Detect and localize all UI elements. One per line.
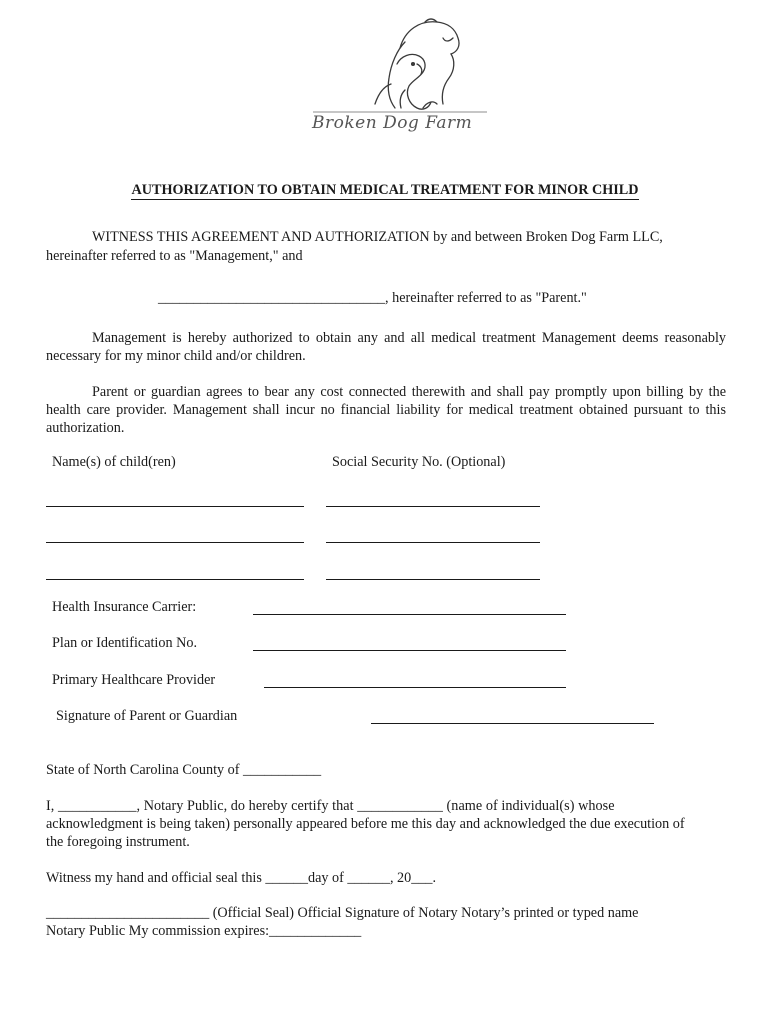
insurance-carrier-line[interactable] (253, 614, 566, 615)
logo-text: Broken Dog Farm (312, 113, 473, 133)
document-title (0, 182, 770, 199)
child-name-line[interactable] (46, 542, 304, 543)
official-seal-line: _______________________ (Official Seal) Official Signature of Notary Notary’s printed or typed name (46, 905, 639, 921)
children-name-header: Name(s) of child(ren) (52, 454, 176, 470)
primary-provider-label: Primary Healthcare Provider (52, 672, 216, 688)
child-name-line[interactable] (46, 506, 304, 507)
witness-seal-line: Witness my hand and official seal this ______day of ______, 20___. (46, 870, 437, 886)
parent-cost-paragraph: Parent or guardian agrees to bear any cost connected therewith and shall pay promptly upon billing by the health care provider. Management shall incur no financial liability for medical treatment obtained pursuant to this authorization. (46, 384, 726, 436)
plan-id-line[interactable] (253, 650, 566, 651)
notary-certify-line-1: I, ___________, Notary Public, do hereby certify that ____________ (name of individual(s) whose (46, 798, 615, 814)
child-name-line[interactable] (46, 579, 304, 580)
state-county-line: State of North Carolina County of ___________ (46, 762, 322, 778)
child-ssn-line[interactable] (326, 579, 540, 580)
children-ssn-header: Social Security No. (Optional) (332, 454, 506, 470)
insurance-carrier-label: Health Insurance Carrier: (52, 599, 197, 615)
parent-signature-label: Signature of Parent or Guardian (56, 708, 238, 724)
parent-signature-line[interactable] (371, 723, 654, 724)
notary-certify-line-3: the foregoing instrument. (46, 834, 190, 850)
witness-line-2: hereinafter referred to as "Management," and (46, 248, 303, 264)
document-title-text: AUTHORIZATION TO OBTAIN MEDICAL TREATMENT FOR MINOR CHILD (131, 182, 639, 198)
child-ssn-line[interactable] (326, 542, 540, 543)
notary-certify-line-2: acknowledgment is being taken) personally appeared before me this day and acknowledged the due execution of (46, 816, 685, 832)
witness-line-1: WITNESS THIS AGREEMENT AND AUTHORIZATION by and between Broken Dog Farm LLC, (92, 229, 663, 245)
plan-id-label: Plan or Identification No. (52, 635, 197, 651)
commission-expires-line: Notary Public My commission expires:_____________ (46, 923, 362, 939)
parent-line: ________________________________, hereinafter referred to as "Parent." (158, 290, 587, 306)
primary-provider-line[interactable] (264, 687, 566, 688)
management-paragraph: Management is hereby authorized to obtain any and all medical treatment Management deems reasonably necessary for my minor child and/or children. (46, 330, 726, 364)
child-ssn-line[interactable] (326, 506, 540, 507)
